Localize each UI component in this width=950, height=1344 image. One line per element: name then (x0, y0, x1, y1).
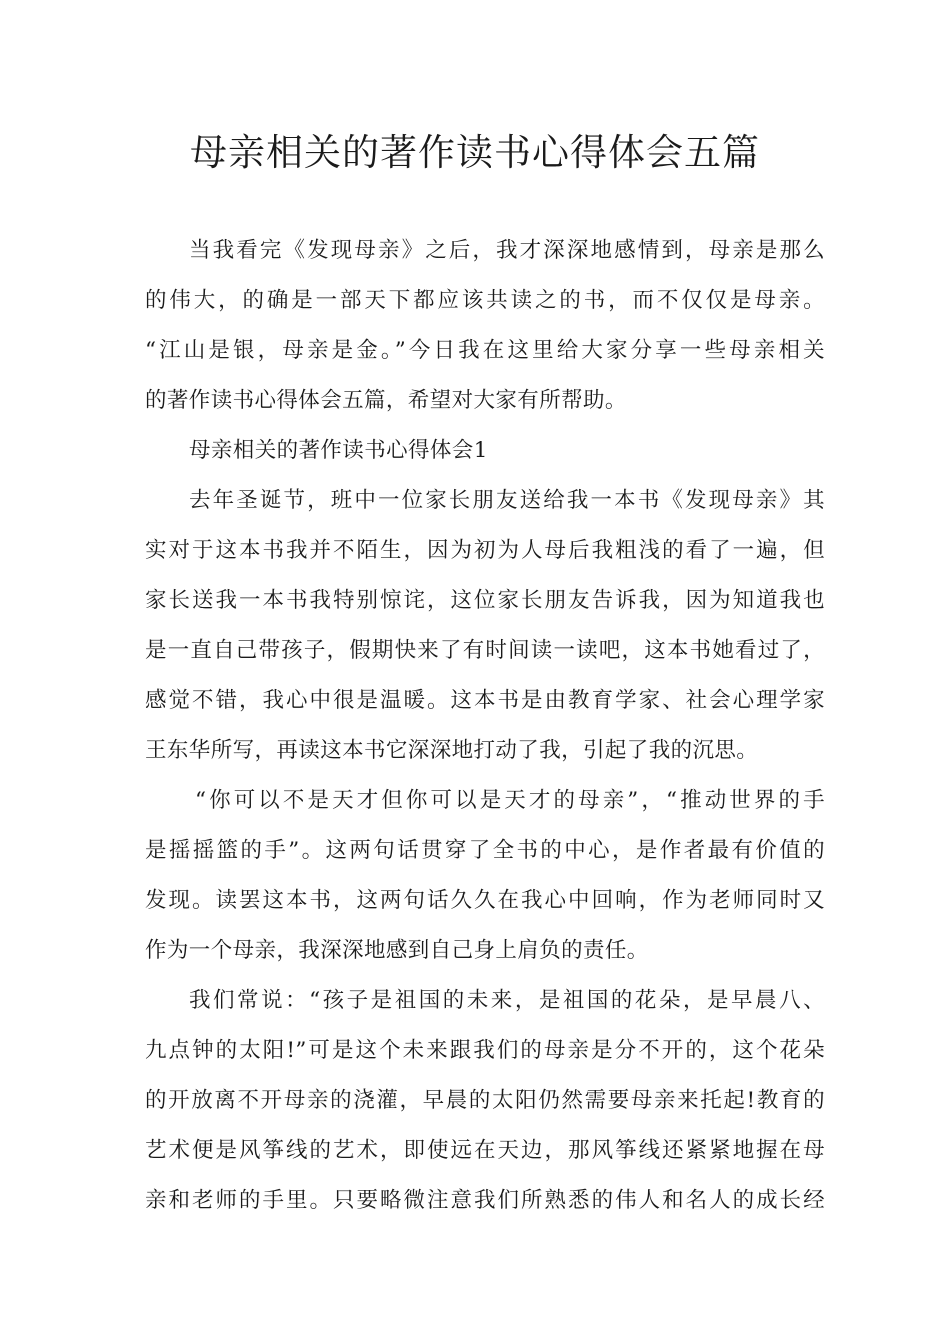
paragraph-line: 去年圣诞节，班中一位家长朋友送给我一本书《发现母亲》其 (189, 488, 825, 513)
paragraph-line: 实对于这本书我并不陌生，因为初为人母后我粗浅的看了一遍，但 (145, 538, 825, 563)
paragraph-line: 发现。读罢这本书，这两句话久久在我心中回响，作为老师同时又 (145, 888, 825, 913)
paragraph-line: 我们常说：“孩子是祖国的未来，是祖国的花朵，是早晨八、 (189, 988, 825, 1013)
paragraph-line: 家长送我一本书我特别惊诧，这位家长朋友告诉我，因为知道我也 (145, 588, 825, 613)
paragraph-line: 艺术便是风筝线的艺术，即使远在天边，那风筝线还紧紧地握在母 (145, 1138, 825, 1163)
paragraph-line: 是一直自己带孩子，假期快来了有时间读一读吧，这本书她看过了， (145, 638, 825, 663)
paragraph-line: “江山是银，母亲是金。”今日我在这里给大家分享一些母亲相关 (145, 338, 825, 363)
paragraph-line: 当我看完《发现母亲》之后，我才深深地感情到，母亲是那么 (189, 238, 825, 263)
document-title: 母亲相关的著作读书心得体会五篇 (190, 131, 760, 174)
paragraph-line: “你可以不是天才但你可以是天才的母亲”，“推动世界的手 (195, 788, 825, 813)
paragraph-line: 是摇摇篮的手”。这两句话贯穿了全书的中心，是作者最有价值的 (145, 838, 825, 863)
paragraph-line: 作为一个母亲，我深深地感到自己身上肩负的责任。 (145, 938, 649, 963)
paragraph-line: 的著作读书心得体会五篇，希望对大家有所帮助。 (145, 388, 627, 413)
section-heading: 母亲相关的著作读书心得体会1 (189, 438, 488, 463)
paragraph-line: 感觉不错，我心中很是温暖。这本书是由教育学家、社会心理学家 (145, 688, 825, 713)
paragraph-line: 亲和老师的手里。只要略微注意我们所熟悉的伟人和名人的成长经 (145, 1188, 825, 1213)
paragraph-line: 王东华所写，再读这本书它深深地打动了我，引起了我的沉思。 (145, 738, 759, 763)
paragraph-line: 的开放离不开母亲的浇灌，早晨的太阳仍然需要母亲来托起!教育的 (145, 1088, 825, 1113)
paragraph-line: 九点钟的太阳!”可是这个未来跟我们的母亲是分不开的，这个花朵 (145, 1038, 825, 1063)
paragraph-line: 的伟大，的确是一部天下都应该共读之的书，而不仅仅是母亲。 (145, 288, 825, 313)
